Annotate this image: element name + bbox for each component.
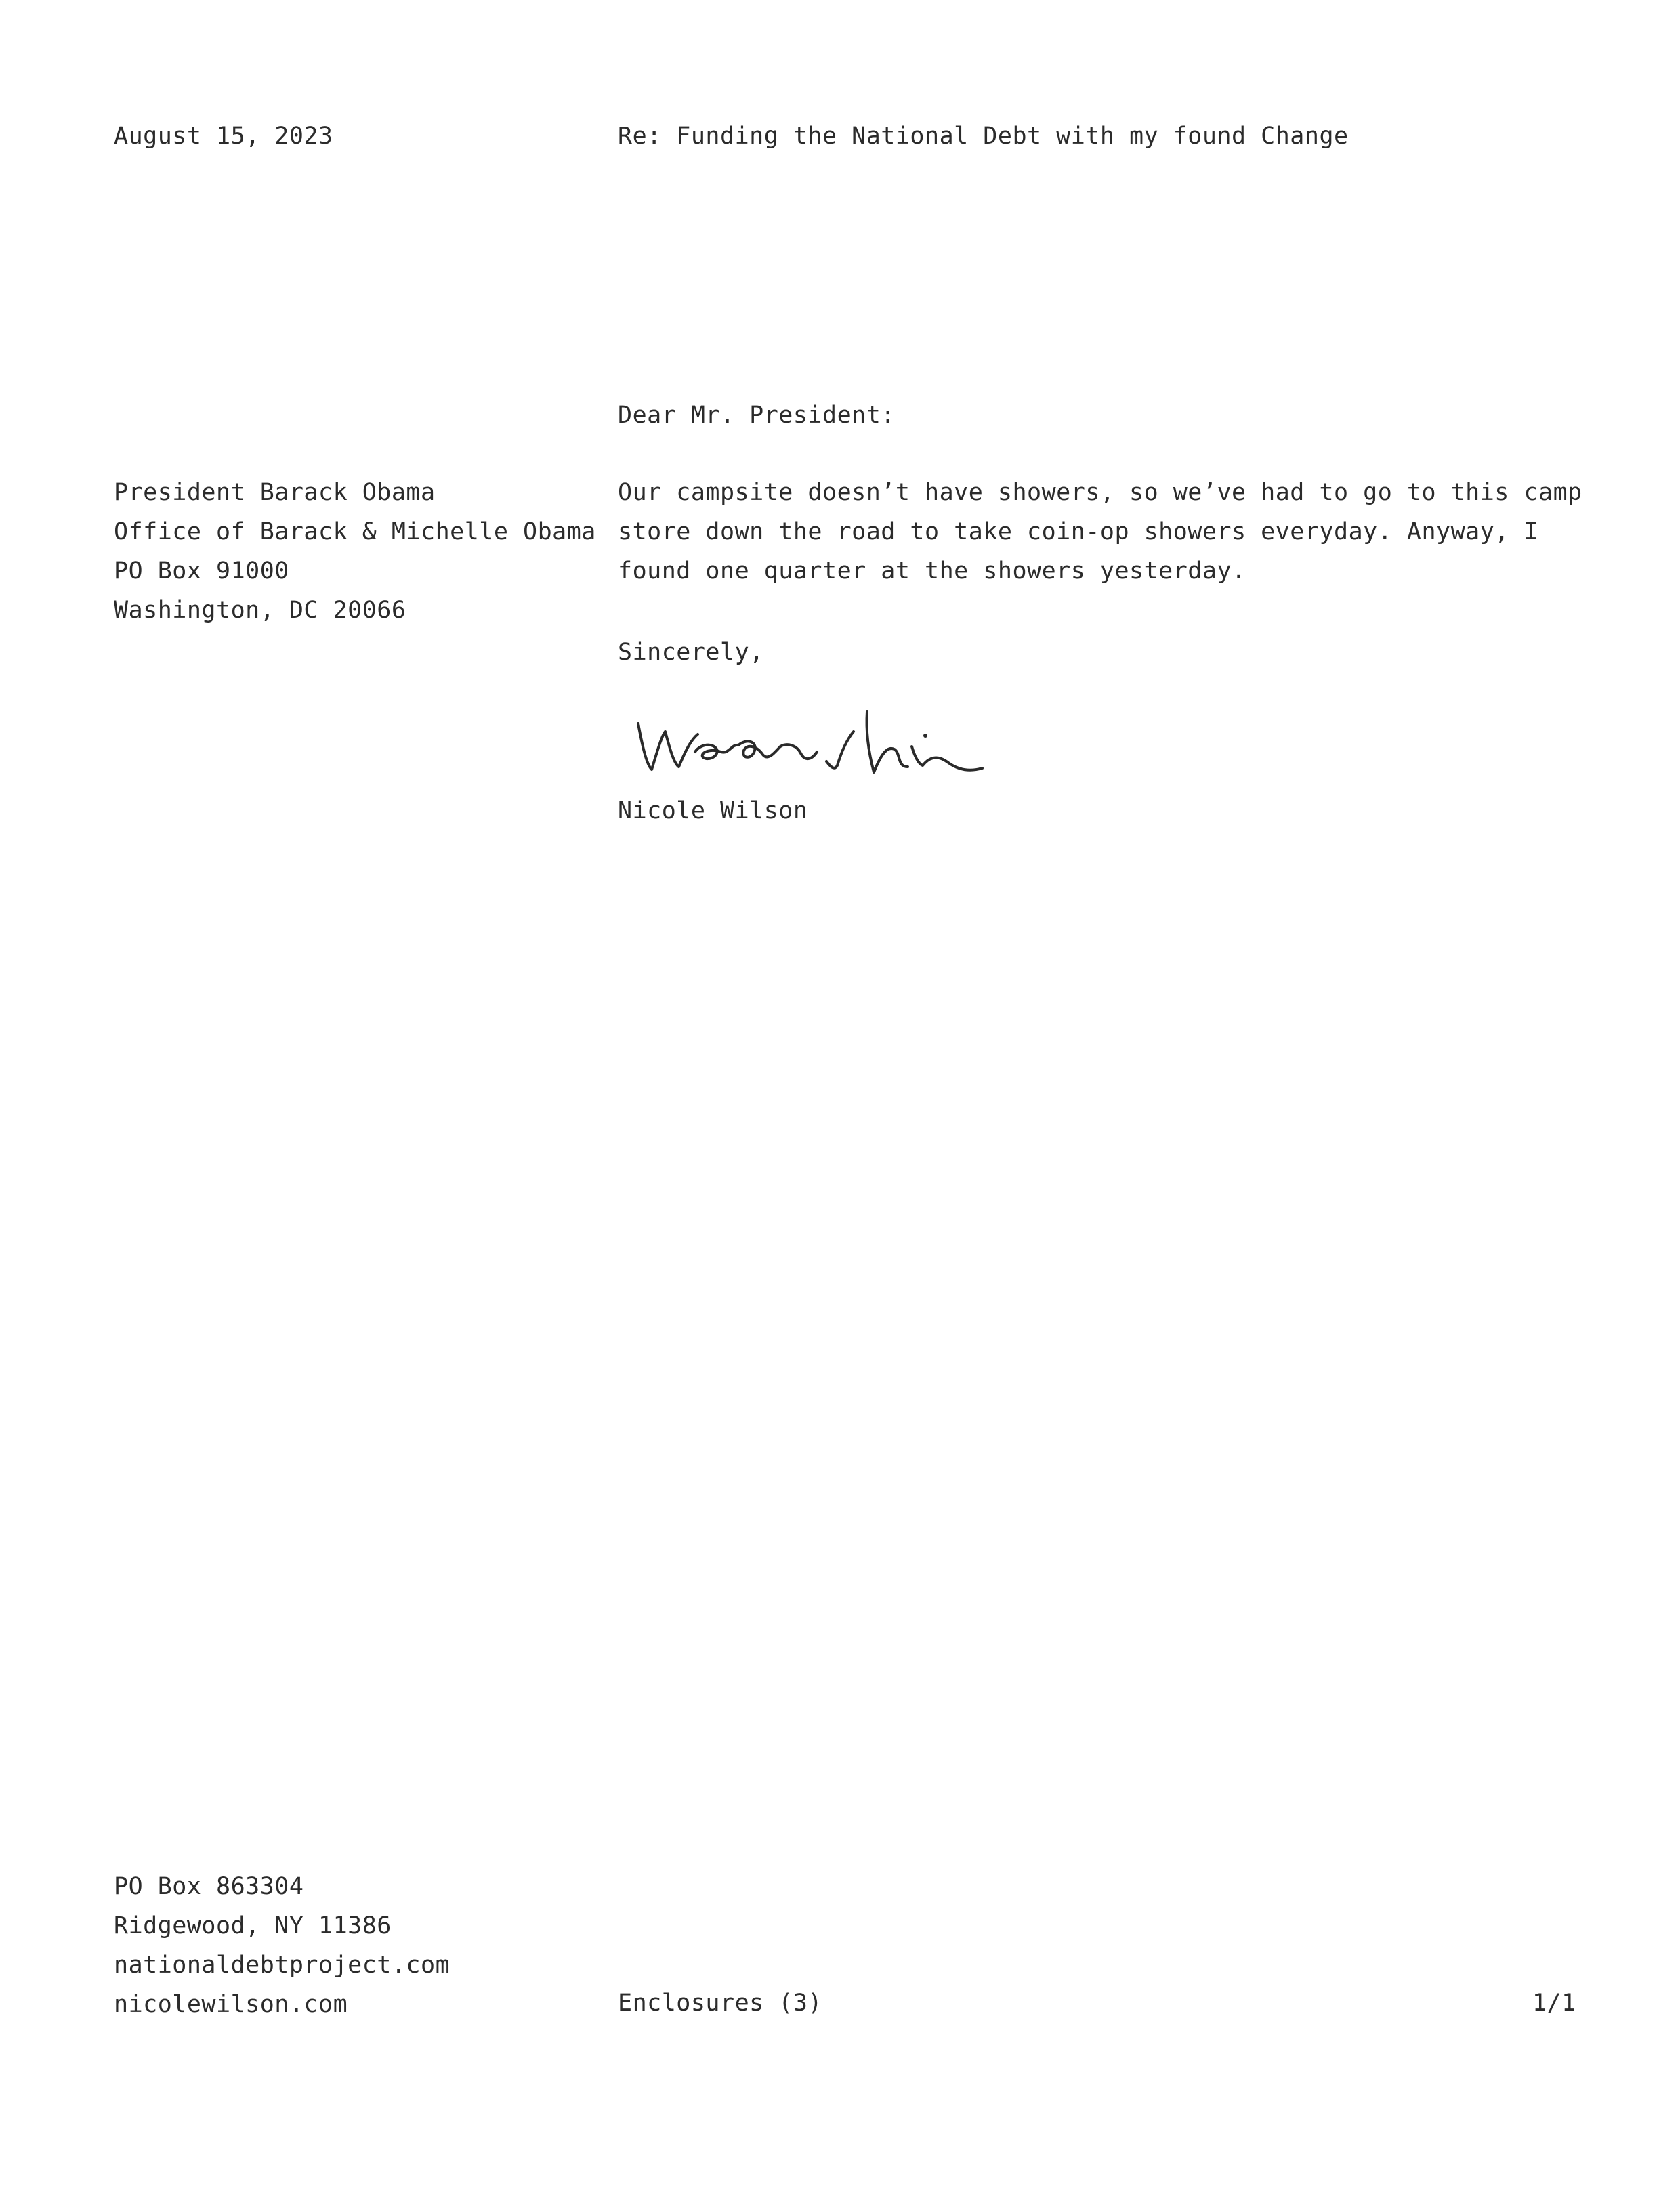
body-line: Our campsite doesn’t have showers, so we’ve had to go to this camp xyxy=(618,479,1582,506)
sender-address xyxy=(114,1867,450,2024)
sender-website: nationaldebtproject.com xyxy=(114,1952,450,1979)
recipient-name: President Barack Obama xyxy=(114,479,436,506)
signer-name: Nicole Wilson xyxy=(618,797,808,824)
salutation: Dear Mr. President: xyxy=(618,402,896,429)
recipient-city: Washington, DC 20066 xyxy=(114,597,406,624)
sender-po-box: PO Box 863304 xyxy=(114,1873,304,1900)
letter-date: August 15, 2023 xyxy=(114,123,333,150)
recipient-office: Office of Barack & Michelle Obama xyxy=(114,518,596,545)
body-line: found one quarter at the showers yesterday. xyxy=(618,557,1246,585)
signature-image xyxy=(630,704,1009,786)
sender-city: Ridgewood, NY 11386 xyxy=(114,1912,392,1939)
page-number: 1/1 xyxy=(1532,1990,1576,2017)
enclosures-note: Enclosures (3) xyxy=(618,1990,823,2017)
letter-subject: Re: Funding the National Debt with my found Change xyxy=(618,123,1349,150)
sender-website: nicolewilson.com xyxy=(114,1991,348,2018)
recipient-address xyxy=(114,473,596,630)
closing: Sincerely, xyxy=(618,639,764,666)
letter-body xyxy=(618,473,1582,591)
body-line: store down the road to take coin-op showers everyday. Anyway, I xyxy=(618,518,1539,545)
recipient-po-box: PO Box 91000 xyxy=(114,557,289,585)
